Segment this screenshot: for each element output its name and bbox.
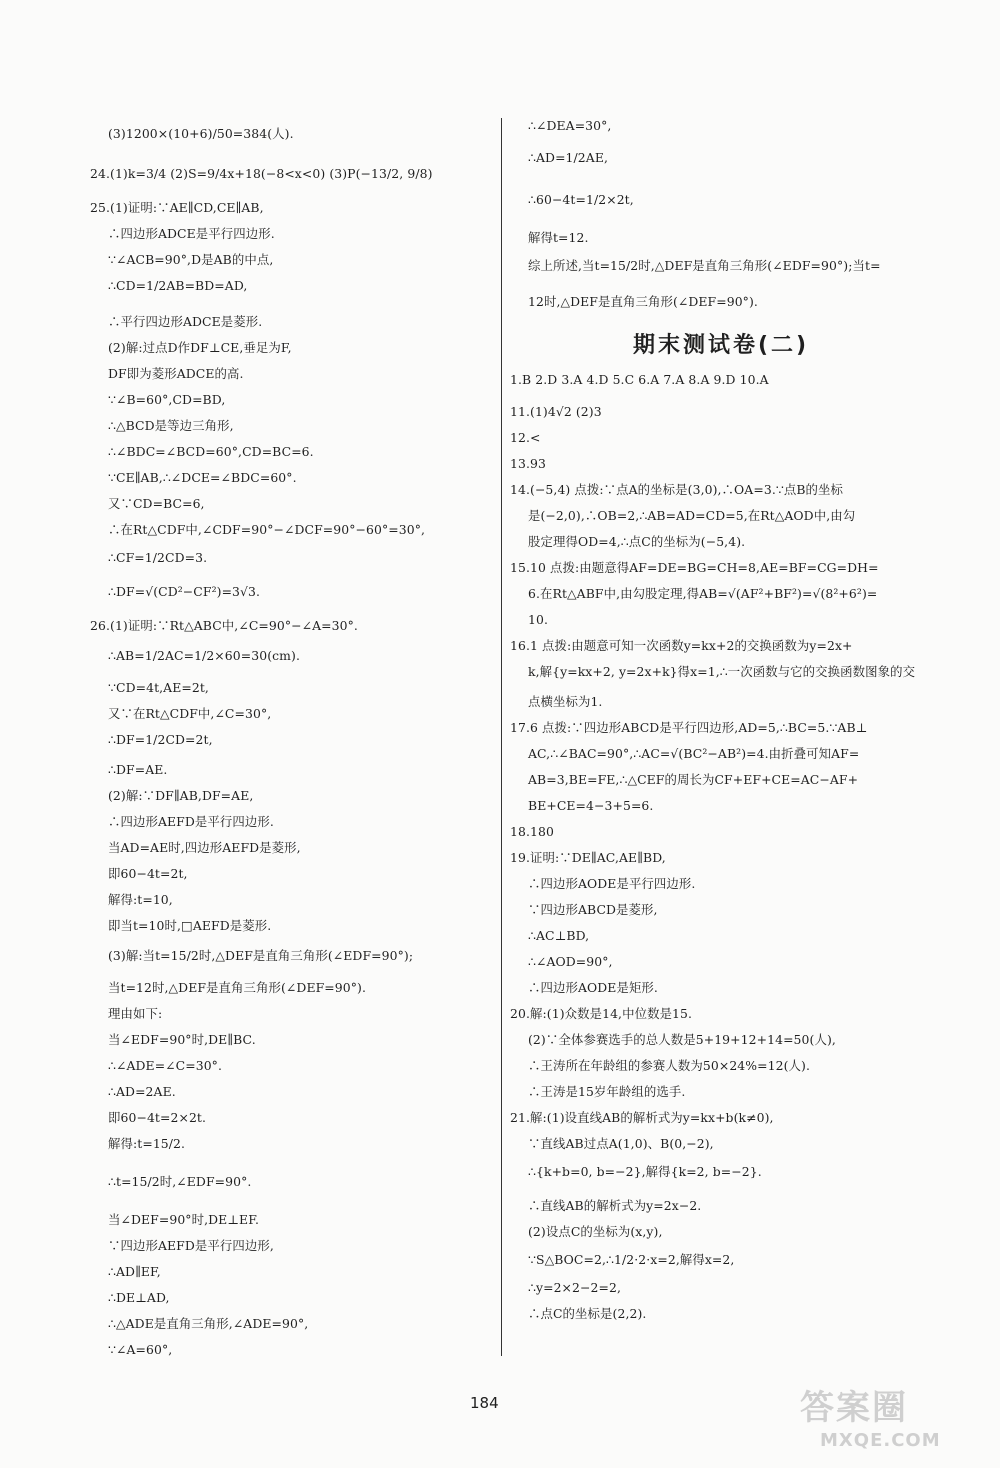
answer-line: ∵S△BOC=2,∴1/2·2·x=2,解得x=2, [528,1252,735,1267]
answer-line: 16.1 点拨:由题意可知一次函数y=kx+2的交换函数为y=2x+ [510,638,853,653]
left-text-line: ∴四边形ADCE是平行四边形. [108,226,275,241]
right-text-line: ∴60−4t=1/2×2t, [528,192,634,207]
answer-line: (2)∵全体参赛选手的总人数是5+19+12+14=50(人), [528,1032,836,1047]
answer-line: 是(−2,0),∴OB=2,∴AB=AD=CD=5,在Rt△AOD中,由勾 [528,508,856,523]
left-text-line: (2)解:过点D作DF⊥CE,垂足为F, [108,340,292,355]
left-text-line: ∵∠B=60°,CD=BD, [108,392,226,407]
answer-line: 13.93 [510,456,546,471]
right-text-line: 12时,△DEF是直角三角形(∠DEF=90°). [528,294,758,309]
answer-line: 20.解:(1)众数是14,中位数是15. [510,1006,693,1021]
left-text-line: ∴CF=1/2CD=3. [108,550,208,565]
answer-line: AC,∴∠BAC=90°,∴AC=√(BC²−AB²)=4.由折叠可知AF= [528,746,860,761]
left-text-line: 又∵CD=BC=6, [108,496,205,511]
answer-line: ∴四边形AODE是矩形. [528,980,658,995]
answer-line: 12.< [510,430,541,445]
answer-line: 1.B 2.D 3.A 4.D 5.C 6.A 7.A 8.A 9.D 10.A [510,372,769,387]
answer-line: 11.(1)4√2 (2)3 [510,404,602,419]
answer-line: ∴直线AB的解析式为y=2x−2. [528,1198,702,1213]
answer-line: 21.解:(1)设直线AB的解析式为y=kx+b(k≠0), [510,1110,774,1125]
answer-line: ∴四边形AODE是平行四边形. [528,876,696,891]
left-text-line: (3)1200×(10+6)/50=384(人). [108,126,294,141]
left-text-line: ∴∠BDC=∠BCD=60°,CD=BC=6. [108,444,314,459]
left-text-line: 当AD=AE时,四边形AEFD是菱形, [108,840,301,855]
answer-line: 18.180 [510,824,554,839]
answer-line: ∴点C的坐标是(2,2). [528,1306,647,1321]
left-text-line: 当∠DEF=90°时,DE⊥EF. [108,1212,260,1227]
answer-line: 19.证明:∵DE∥AC,AE∥BD, [510,850,666,865]
answer-line: ∴AC⊥BD, [528,928,590,943]
left-text-line: DF即为菱形ADCE的高. [108,366,244,381]
left-text-line: ∴DE⊥AD, [108,1290,170,1305]
watermark-logo [800,1380,980,1460]
answer-line: 10. [528,612,549,627]
left-text-line: 解得:t=10, [108,892,173,907]
left-text-line: ∵∠ACB=90°,D是AB的中点, [108,252,274,267]
left-text-line: ∵∠A=60°, [108,1342,173,1357]
left-text-line: 24.(1)k=3/4 (2)S=9/4x+18(−8<x<0) (3)P(−13/2, 9/8) [90,166,433,181]
answer-line: ∵四边形ABCD是菱形, [528,902,658,917]
left-text-line: ∴CD=1/2AB=BD=AD, [108,278,248,293]
left-text-line: ∴四边形AEFD是平行四边形. [108,814,274,829]
left-text-line: 当∠EDF=90°时,DE∥BC. [108,1032,256,1047]
left-text-line: ∵CD=4t,AE=2t, [108,680,209,695]
left-text-line: 理由如下: [108,1006,163,1021]
answer-line: ∴∠AOD=90°, [528,954,613,969]
left-text-line: 26.(1)证明:∵Rt△ABC中,∠C=90°−∠A=30°. [90,618,358,633]
left-text-line: ∴平行四边形ADCE是菱形. [108,314,263,329]
left-text-line: ∴在Rt△CDF中,∠CDF=90°−∠DCF=90°−60°=30°, [108,522,426,537]
answer-line: AB=3,BE=FE,∴△CEF的周长为CF+EF+CE=AC−AF+ [528,772,859,787]
left-text-line: ∴t=15/2时,∠EDF=90°. [108,1174,252,1189]
answer-line: ∴王涛是15岁年龄组的选手. [528,1084,686,1099]
right-text-line: 综上所述,当t=15/2时,△DEF是直角三角形(∠EDF=90°);当t= [528,258,881,273]
answer-line: 17.6 点拨:∵四边形ABCD是平行四边形,AD=5,∴BC=5.∵AB⊥ [510,720,868,735]
answer-line: 14.(−5,4) 点拨:∵点A的坐标是(3,0),∴OA=3.∵点B的坐标 [510,482,844,497]
answer-line: k,解{y=kx+2, y=2x+k}得x=1,∴一次函数与它的交换函数图象的交 [528,664,916,679]
answer-line: 6.在Rt△ABF中,由勾股定理,得AB=√(AF²+BF²)=√(8²+6²)= [528,586,878,601]
left-text-line: ∴DF=AE. [108,762,168,777]
left-text-line: ∴△BCD是等边三角形, [108,418,234,433]
answer-line: ∴y=2×2−2=2, [528,1280,621,1295]
left-text-line: 即60−4t=2t, [108,866,188,881]
answer-line: 点横坐标为1. [528,694,603,709]
left-text-line: ∴DF=1/2CD=2t, [108,732,213,747]
left-text-line: ∵CE∥AB,∴∠DCE=∠BDC=60°. [108,470,297,485]
answer-line: ∴王涛所在年龄组的参赛人数为50×24%=12(人). [528,1058,811,1073]
watermark-url: MXQE.COM [820,1430,941,1451]
watermark-text: 答案圈 [800,1388,908,1428]
answer-line: ∴{k+b=0, b=−2},解得{k=2, b=−2}. [528,1164,762,1179]
answer-line: ∵直线AB过点A(1,0)、B(0,−2), [528,1136,714,1151]
left-text-line: ∵四边形AEFD是平行四边形, [108,1238,274,1253]
right-text-line: 解得t=12. [528,230,589,245]
left-text-line: 又∵在Rt△CDF中,∠C=30°, [108,706,272,721]
left-text-line: 即60−4t=2×2t. [108,1110,207,1125]
column-divider [501,118,502,1356]
left-text-line: 25.(1)证明:∵AE∥CD,CE∥AB, [90,200,264,215]
left-text-line: 即当t=10时,□AEFD是菱形. [108,918,272,933]
left-text-line: ∴△ADE是直角三角形,∠ADE=90°, [108,1316,309,1331]
left-text-line: ∴AB=1/2AC=1/2×60=30(cm). [108,648,301,663]
page-number: 184 [470,1394,499,1412]
left-text-line: 解得:t=15/2. [108,1136,186,1151]
left-text-line: 当t=12时,△DEF是直角三角形(∠DEF=90°). [108,980,367,995]
left-text-line: ∴∠ADE=∠C=30°. [108,1058,223,1073]
left-text-line: (3)解:当t=15/2时,△DEF是直角三角形(∠EDF=90°); [108,948,414,963]
answer-line: 股定理得OD=4,∴点C的坐标为(−5,4). [528,534,746,549]
right-text-line: ∴AD=1/2AE, [528,150,609,165]
left-text-line: ∴DF=√(CD²−CF²)=3√3. [108,584,261,599]
answer-line: 15.10 点拨:由题意得AF=DE=BG=CH=8,AE=BF=CG=DH= [510,560,879,575]
answer-line: BE+CE=4−3+5=6. [528,798,654,813]
section-title: 期末测试卷(二) [632,333,810,358]
left-text-line: ∴AD∥EF, [108,1264,161,1279]
left-text-line: ∴AD=2AE. [108,1084,176,1099]
answer-line: (2)设点C的坐标为(x,y), [528,1224,663,1239]
left-text-line: (2)解:∵DF∥AB,DF=AE, [108,788,254,803]
right-text-line: ∴∠DEA=30°, [528,118,612,133]
